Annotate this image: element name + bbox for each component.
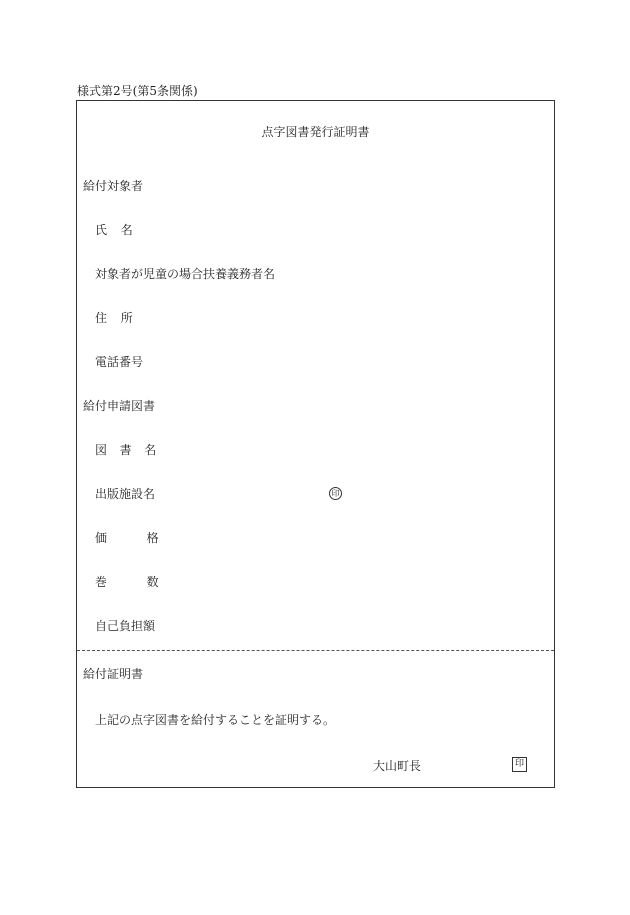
publisher-seal-mark: 印 [329,487,342,500]
recipient-name-label: 氏名 [95,223,147,237]
price-label: 価格 [95,531,199,545]
issuer-seal-mark: 印 [512,757,527,772]
publisher-label: 出版施設名 [95,487,156,501]
form-title: 点字図書発行証明書 [261,125,370,139]
recipient-phone-label: 電話番号 [95,355,144,369]
guardian-name-label: 対象者が児童の場合扶養義務者名 [95,267,276,281]
certificate-heading: 給付証明書 [83,667,144,681]
book-title-label: 図書名 [95,443,169,457]
certificate-form-frame [76,100,555,788]
book-heading: 給付申請図書 [83,399,156,413]
certificate-statement: 上記の点字図書を給付することを証明する。 [95,713,336,727]
section-divider [77,650,554,651]
copay-label: 自己負担額 [95,619,156,633]
recipient-address-label: 住所 [95,311,147,325]
form-number-label: 様式第2号(第5条関係) [77,84,198,98]
volumes-label: 巻数 [95,575,199,589]
recipient-heading: 給付対象者 [83,179,144,193]
issuer-name: 大山町長 [373,759,422,773]
